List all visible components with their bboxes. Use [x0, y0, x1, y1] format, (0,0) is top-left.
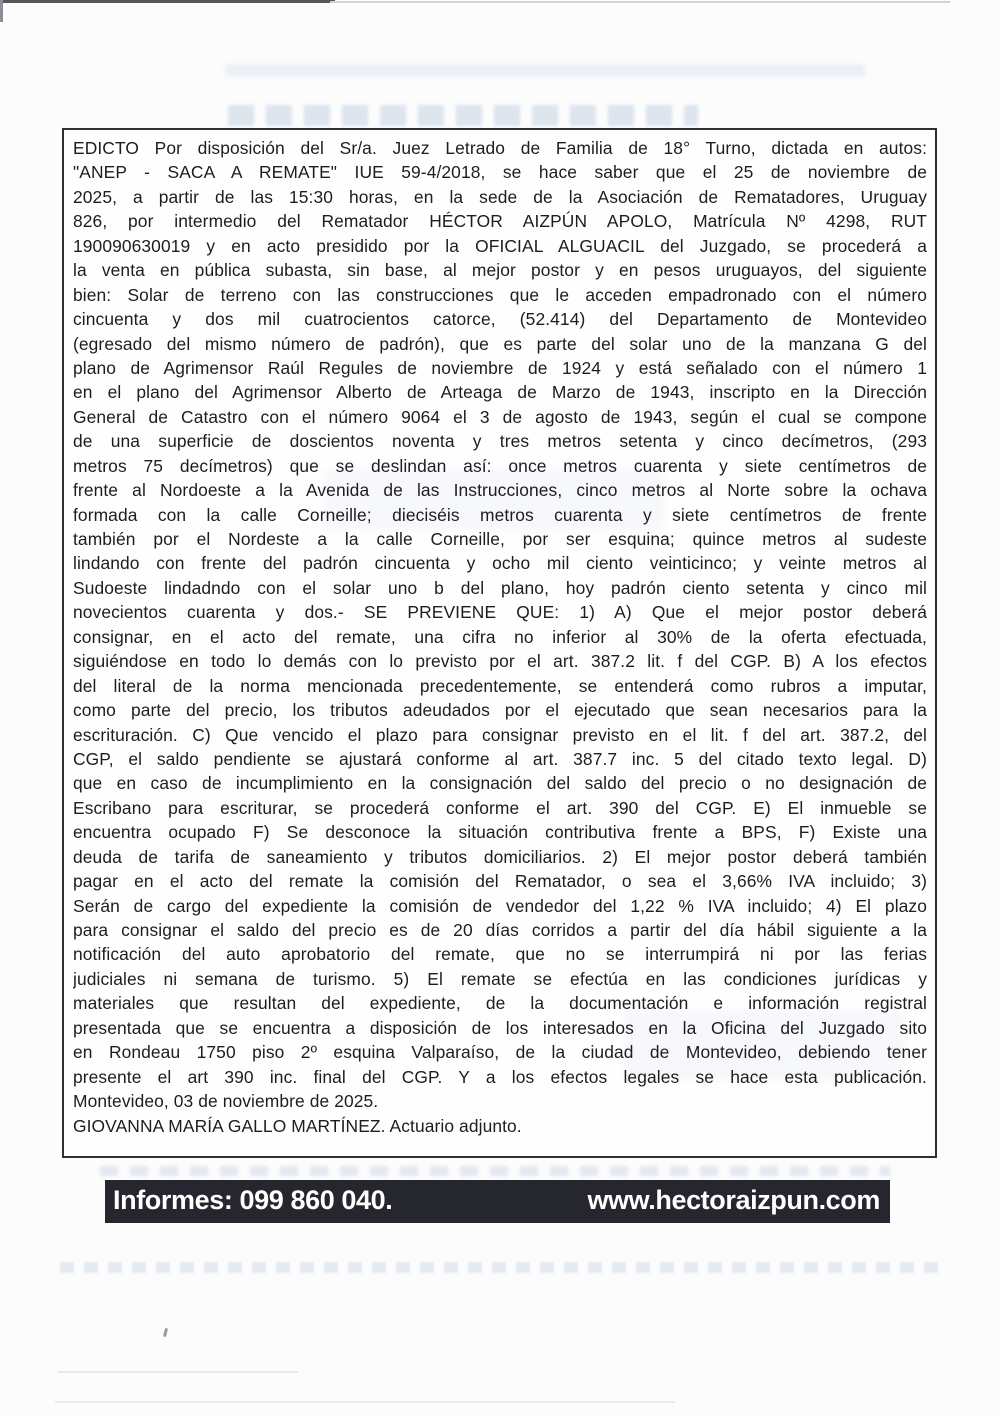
- edict-line: 2025, a partir de las 15:30 horas, en la sede de la Asociación de Rematadores, Uruguay: [73, 186, 927, 207]
- edict-line: deuda de tarifa de saneamiento y tributos domiciliarios. 2) El mejor postor deberá también: [73, 846, 927, 867]
- edict-line: Escribano para escriturar, se procederá conforme el art. 390 del CGP. E) El inmueble se: [73, 797, 927, 818]
- edict-line: consignar, en el acto del remate, una cifra no inferior al 30% de la oferta efectuada,: [73, 626, 927, 647]
- edict-line: 190090630019 y en acto presidido por la OFICIAL ALGUACIL del Juzgado, se procederá a: [73, 235, 927, 256]
- edict-line: encuentra ocupado F) Se desconoce la situación contributiva frente a BPS, F) Existe una: [73, 822, 927, 843]
- edict-line: en el plano del Agrimensor Alberto de Arteaga de Marzo de 1943, inscripto en la Dirección: [73, 382, 927, 403]
- edict-line: pagar en el acto del remate la comisión del Rematador, o sea el 3,66% IVA incluido; 3): [73, 871, 927, 892]
- edict-line: presente el art 390 inc. final del CGP. Y a los efectos legales se hace esta publicación.: [73, 1066, 927, 1087]
- edict-line: la venta en pública subasta, sin base, al mejor postor y en pesos uruguayos, del siguiente: [73, 260, 927, 281]
- edict-line: notificación del auto aprobatorio del remate, que no se interrumpirá ni por las ferias: [73, 944, 927, 965]
- edict-line: frente al Nordoeste a la Avenida de las Instrucciones, cinco metros al Norte sobre la ochava: [73, 480, 927, 501]
- edict-line: "ANEP - SACA A REMATE" IUE 59-4/2018, se hace saber que el 25 de noviembre de: [73, 162, 927, 183]
- scan-artifact-top-edge-light: [330, 1, 950, 3]
- edict-line: de una superficie de doscientos noventa y tres metros setenta y cinco decímetros, (293: [73, 431, 927, 452]
- bleed-through-text-ghost: [60, 1262, 938, 1273]
- edict-line: materiales que resultan del expediente, de la documentación e información registral: [73, 993, 927, 1014]
- bleed-through-text-ghost: [100, 1166, 890, 1176]
- edict-line: del literal de la norma mencionada precedentemente, se entenderá como rubros a imputar,: [73, 675, 927, 696]
- edict-line: Serán de cargo del expediente la comisión de vendedor del 1,22 % IVA incluido; 4) El plazo: [73, 895, 927, 916]
- edict-line: EDICTO Por disposición del Sr/a. Juez Letrado de Familia de 18° Turno, dictada en autos:: [73, 138, 927, 158]
- edict-line: en Rondeau 1750 piso 2º esquina Valparaíso, de la ciudad de Montevideo, debiendo tener: [73, 1042, 927, 1063]
- edict-line: metros 75 decímetros) que se deslindan así: once metros cuarenta y siete centímetros de: [73, 455, 927, 476]
- scan-artifact-line: [55, 1401, 675, 1403]
- scan-artifact-left-edge: [0, 0, 3, 22]
- edict-line: General de Catastro con el número 9064 el 3 de agosto de 1943, según el cual se compone: [73, 406, 927, 427]
- edict-line: (egresado del mismo número de padrón), que es parte del solar uno de la manzana G del: [73, 333, 927, 354]
- edict-line: Sudoeste lindadndo con el solar uno b del plano, hoy padrón ciento setenta y cinco mil: [73, 577, 927, 598]
- edict-line: formada con la calle Corneille; dieciséis metros cuarenta y siete centímetros de frente: [73, 504, 927, 525]
- edict-line: también por el Nordeste a la calle Corneille, por ser esquina; quince metros al sudeste: [73, 529, 927, 549]
- edict-line: lindando con frente del padrón cincuenta y ocho mil ciento veinticinco; y veinte metros al: [73, 553, 927, 574]
- edict-line: presentada que se encuentra a disposición de los interesados en la Oficina del Juzgado sito: [73, 1017, 927, 1038]
- bleed-through-smudge: [225, 64, 865, 77]
- edict-line: Montevideo, 03 de noviembre de 2025.: [73, 1091, 379, 1112]
- edict-body: [73, 136, 927, 1138]
- edict-line: 826, por intermedio del Rematador HÉCTOR AIZPÚN APOLO, Matrícula Nº 4298, RUT: [73, 211, 927, 232]
- bleed-through-text-ghost: [228, 105, 698, 126]
- scan-artifact-speck: [163, 1328, 168, 1337]
- edict-line: como parte del precio, los tributos adeudados por el ejecutado que sean necesarios para la: [73, 700, 927, 721]
- edict-line: CGP, el saldo pendiente se ajustará conforme al art. 387.7 inc. 5 del citado texto legal. D): [73, 748, 927, 769]
- edict-text-box: [62, 128, 937, 1158]
- edict-line: escrituración. C) Que vencido el plazo para consignar previsto en el lit. f del art. 387.2, del: [73, 724, 927, 745]
- edict-line: GIOVANNA MARÍA GALLO MARTÍNEZ. Actuario adjunto.: [73, 1115, 522, 1136]
- edict-line: bien: Solar de terreno con las construcciones que le acceden empadronado con el número: [73, 284, 927, 305]
- edict-line: que en caso de incumplimiento en la consignación del saldo del precio o no designación de: [73, 773, 927, 794]
- scan-artifact-top-edge: [0, 0, 335, 3]
- banner-website-label: www.hectoraizpun.com: [587, 1185, 880, 1215]
- edict-line: siguiéndose en todo lo demás con lo previsto por el art. 387.2 lit. f del CGP. B) A los efectos: [73, 651, 927, 672]
- edict-line: plano de Agrimensor Raúl Regules de noviembre de 1924 y está señalado con el número 1: [73, 357, 927, 378]
- contact-banner: [105, 1180, 890, 1223]
- banner-informes-label: Informes: 099 860 040.: [113, 1185, 393, 1215]
- edict-line: novecientos cuarenta y dos.- SE PREVIENE QUE: 1) A) Que el mejor postor deberá: [73, 602, 927, 623]
- edict-line: judiciales ni semana de turismo. 5) El remate se efectúa en las condiciones jurídicas y: [73, 968, 927, 989]
- edict-line: cincuenta y dos mil cuatrocientos catorce, (52.414) del Departamento de Montevideo: [73, 309, 927, 330]
- scan-artifact-line: [58, 1371, 298, 1373]
- edict-line: para consignar el saldo del precio es de 20 días corridos a partir del día hábil siguiente a la: [73, 920, 927, 940]
